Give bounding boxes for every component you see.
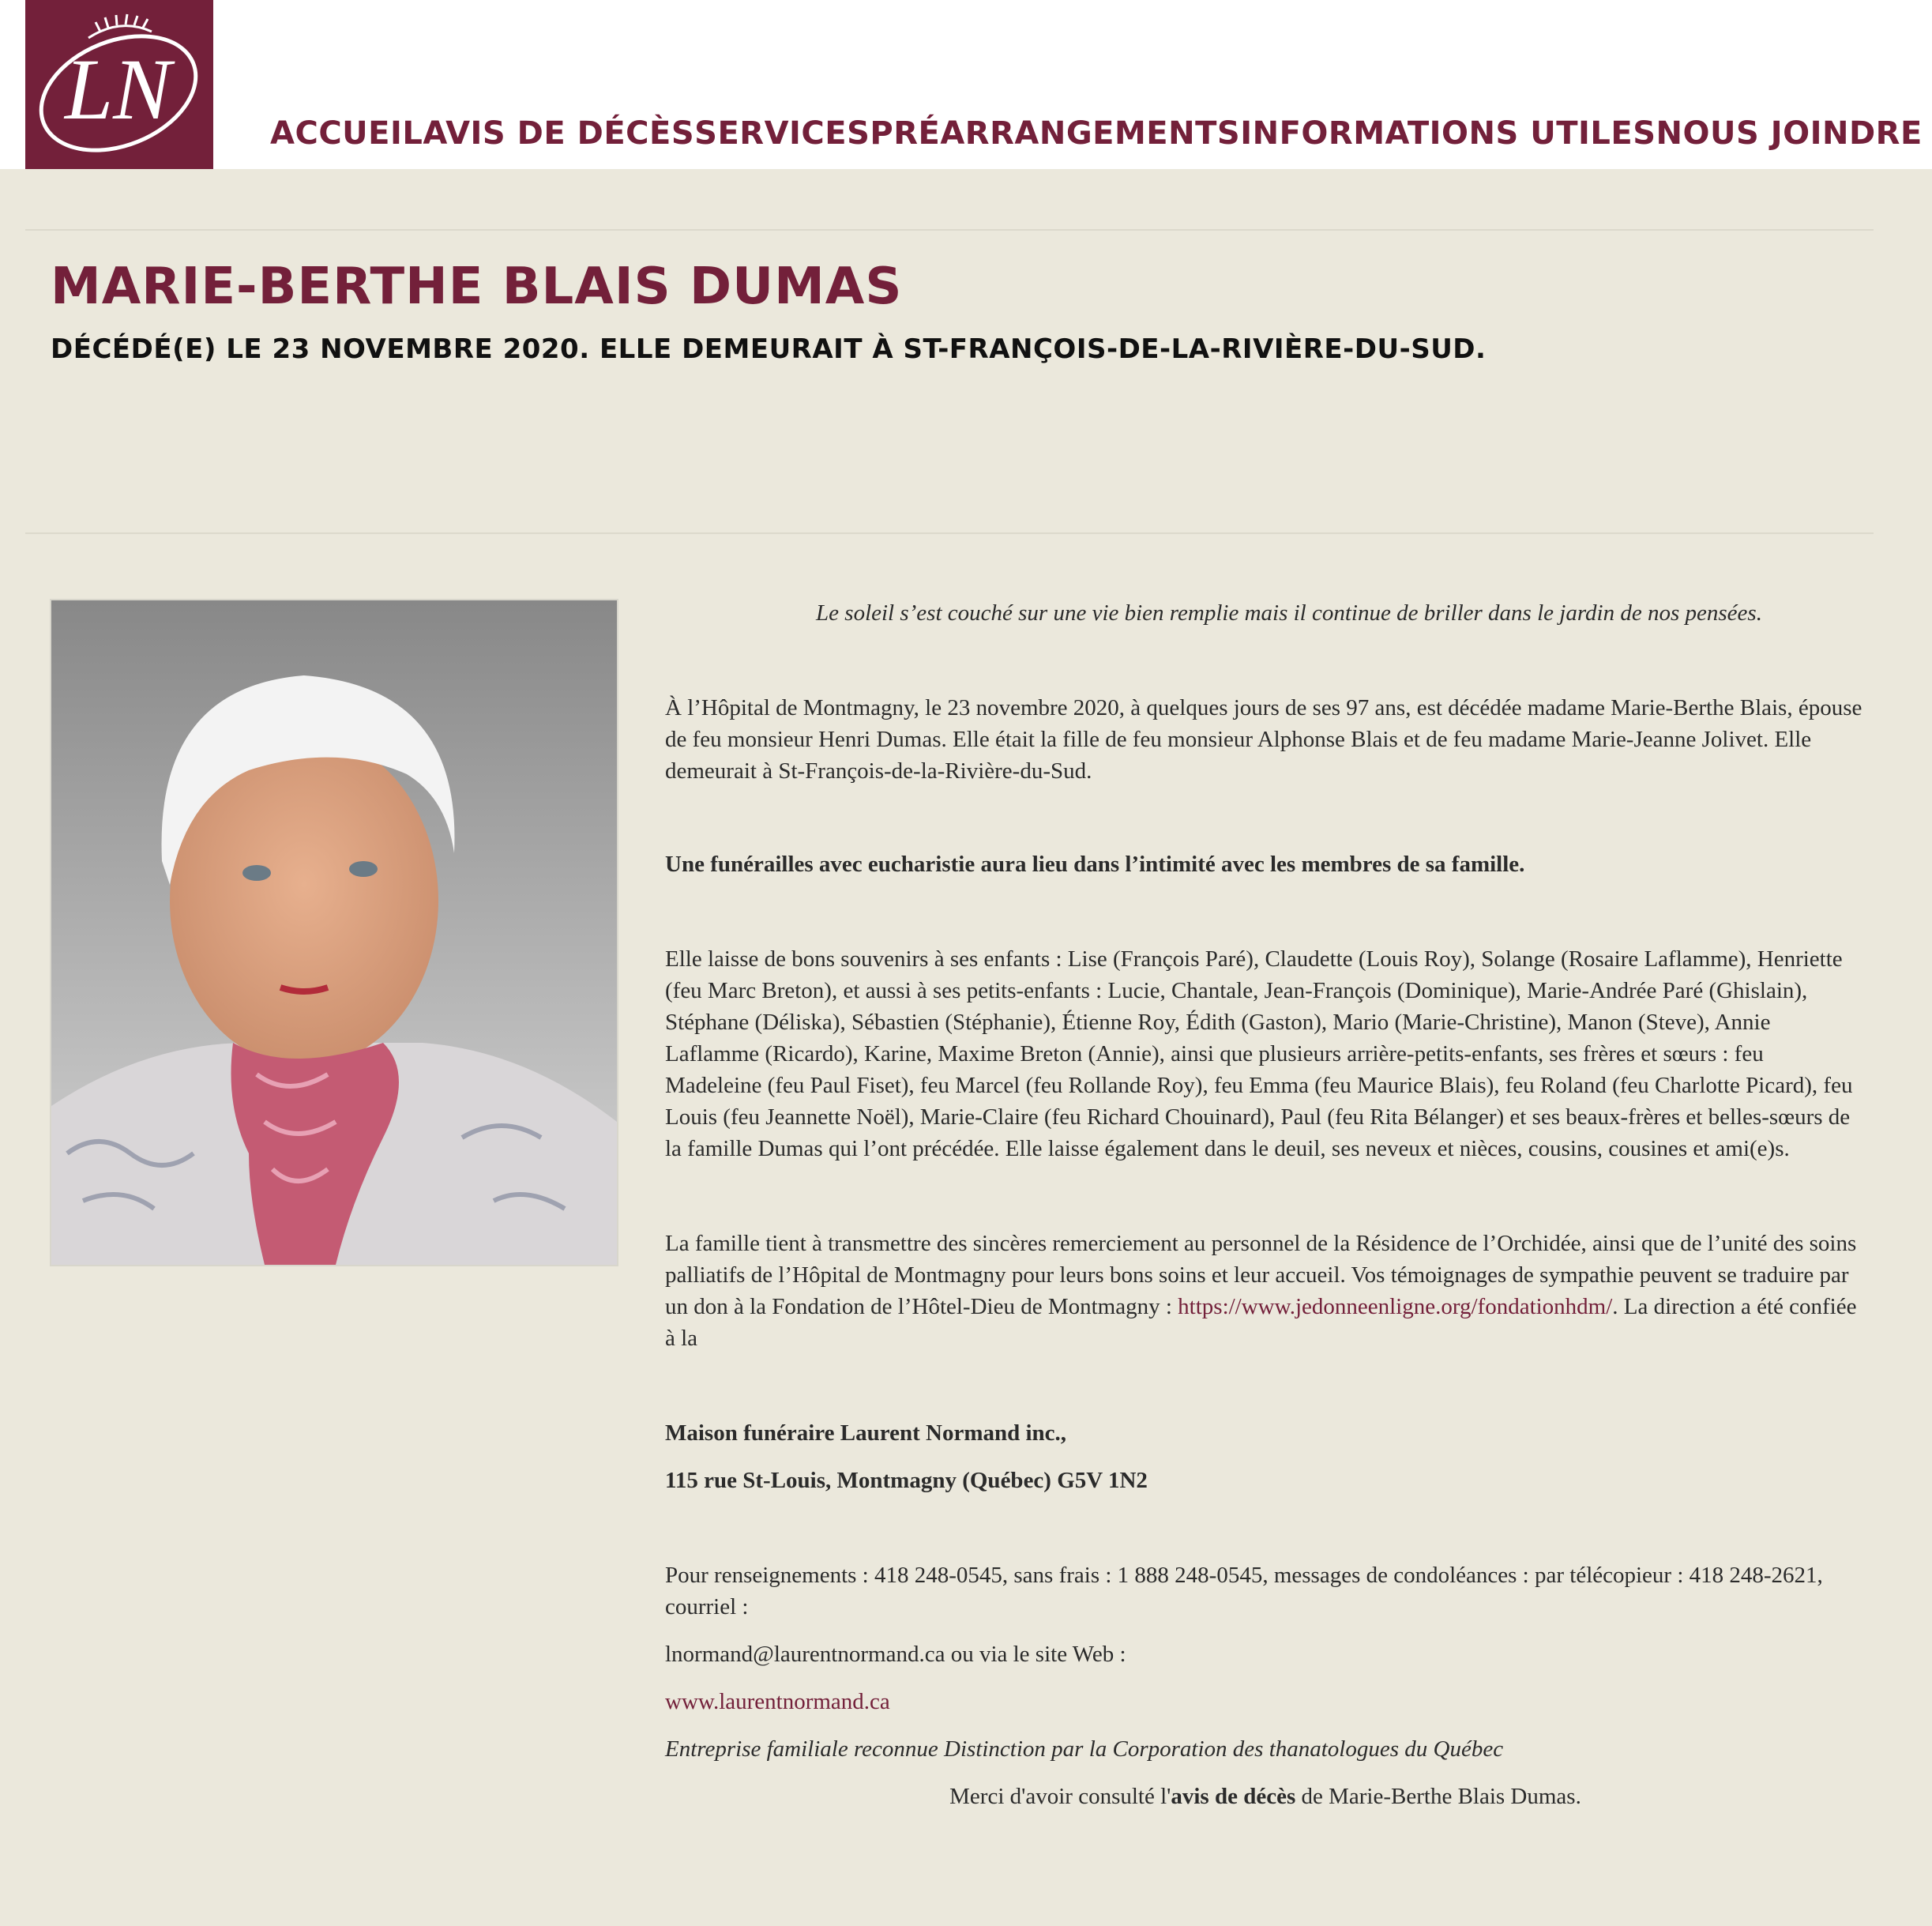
nav-prearrangements[interactable]: PRÉARRANGEMENTS xyxy=(870,115,1241,152)
main-navigation xyxy=(270,115,1923,152)
website-paragraph xyxy=(665,1686,1866,1717)
svg-text:LN: LN xyxy=(65,41,171,137)
email-line: lnormand@laurentnormand.ca ou via le site Web : xyxy=(665,1642,1126,1667)
visit-thanks-post: de Marie-Berthe Blais Dumas. xyxy=(1295,1784,1581,1809)
laurel-monogram-logo-icon xyxy=(25,0,213,169)
visit-thanks-bold: avis de décès xyxy=(1171,1784,1296,1809)
thanks-paragraph-tail: . La direction a été confiée à la xyxy=(665,1294,1857,1351)
nav-accueil[interactable]: ACCUEIL xyxy=(270,115,423,152)
funeral-home-name: Maison funéraire Laurent Normand inc., xyxy=(665,1420,1067,1446)
website-link[interactable]: www.laurentnormand.ca xyxy=(665,1689,890,1714)
death-subtitle: DÉCÉDÉ(E) LE 23 NOVEMBRE 2020. ELLE DEMEURAIT À ST-FRANÇOIS-DE-LA-RIVIÈRE-DU-SUD. xyxy=(51,333,1487,365)
obituary-text xyxy=(665,597,1866,1812)
distinction-note: Entreprise familiale reconnue Distinction par la Corporation des thanatologues du Québec xyxy=(665,1736,1504,1762)
divider-bottom xyxy=(25,532,1874,534)
divider-top xyxy=(25,229,1874,231)
deceased-photo xyxy=(50,599,618,1266)
deceased-name: MARIE-BERTHE BLAIS DUMAS xyxy=(51,258,903,316)
nav-informations-utiles[interactable]: INFORMATIONS UTILES xyxy=(1240,115,1656,152)
obituary-paragraph-1: À l’Hôpital de Montmagny, le 23 novembre 2020, à quelques jours de ses 97 ans, est décédée madame Marie-Berthe Blais, épouse de feu monsieur Henri Dumas. Elle était la fille de feu monsieur Alphonse Blais et de feu madame Marie-Jeanne Jolivet. Elle demeurait à St-François-de-la-Rivière-du-Sud. xyxy=(665,695,1862,784)
visit-thanks-pre: Merci d'avoir consulté l' xyxy=(949,1784,1171,1809)
thanks-paragraph-text: La famille tient à transmettre des sincères remerciement au personnel de la Résidence de l’Orchidée, ainsi que de l’unité des soins palliatifs de l’Hôpital de Montmagny pour leurs bons soins et leur accueil. Vos témoignages de sympathie peuvent se traduire par un don à la Fondation de l’Hôtel-Dieu de Montmagny : xyxy=(665,1231,1857,1319)
contact-info: Pour renseignements : 418 248-0545, sans frais : 1 888 248-0545, messages de condoléances : par télécopieur : 418 248-2621, courriel : xyxy=(665,1563,1823,1619)
site-logo[interactable] xyxy=(25,0,213,169)
nav-nous-joindre[interactable]: NOUS JOINDRE xyxy=(1656,115,1923,152)
visit-thanks xyxy=(665,1781,1866,1812)
family-paragraph: Elle laisse de bons souvenirs à ses enfants : Lise (François Paré), Claudette (Louis Roy), Solange (Rosaire Laflamme), Henriette (feu Marc Breton), et aussi à ses petits-enfants : Lucie, Chantale, Jean-François (Dominique), Marie-Andrée Paré (Ghislain), Stéphane (Déliska), Sébastien (Stéphanie), Étienne Roy, Édith (Gaston), Mario (Marie-Christine), Manon (Steve), Annie Laflamme (Ricardo), Karine, Maxime Breton (Annie), ainsi que plusieurs arrière-petits-enfants, ses frères et sœurs : feu Madeleine (feu Paul Fiset), feu Marcel (feu Rollande Roy), feu Emma (feu Maurice Blais), feu Roland (feu Charlotte Picard), feu Louis (feu Jeannette Noël), Marie-Claire (feu Richard Chouinard), Paul (feu Rita Bélanger) et ses beaux-frères et belles-sœurs de la famille Dumas qui l’ont précédée. Elle laisse également dans le deuil, ses neveux et nièces, cousins, cousines et ami(e)s. xyxy=(665,946,1853,1161)
obituary-quote: Le soleil s’est couché sur une vie bien remplie mais il continue de briller dans le jardin de nos pensées. xyxy=(816,600,1762,626)
funeral-notice: Une funérailles avec eucharistie aura lieu dans l’intimité avec les membres de sa famille. xyxy=(665,852,1525,877)
donation-link[interactable]: https://www.jedonneenligne.org/fondationhdm/ xyxy=(1178,1294,1613,1319)
site-header xyxy=(0,0,1932,169)
funeral-home-address: 115 rue St-Louis, Montmagny (Québec) G5V 1N2 xyxy=(665,1468,1148,1493)
nav-avis-de-deces[interactable]: AVIS DE DÉCÈS xyxy=(423,115,695,152)
thanks-paragraph xyxy=(665,1228,1866,1354)
nav-services[interactable]: SERVICES xyxy=(694,115,870,152)
